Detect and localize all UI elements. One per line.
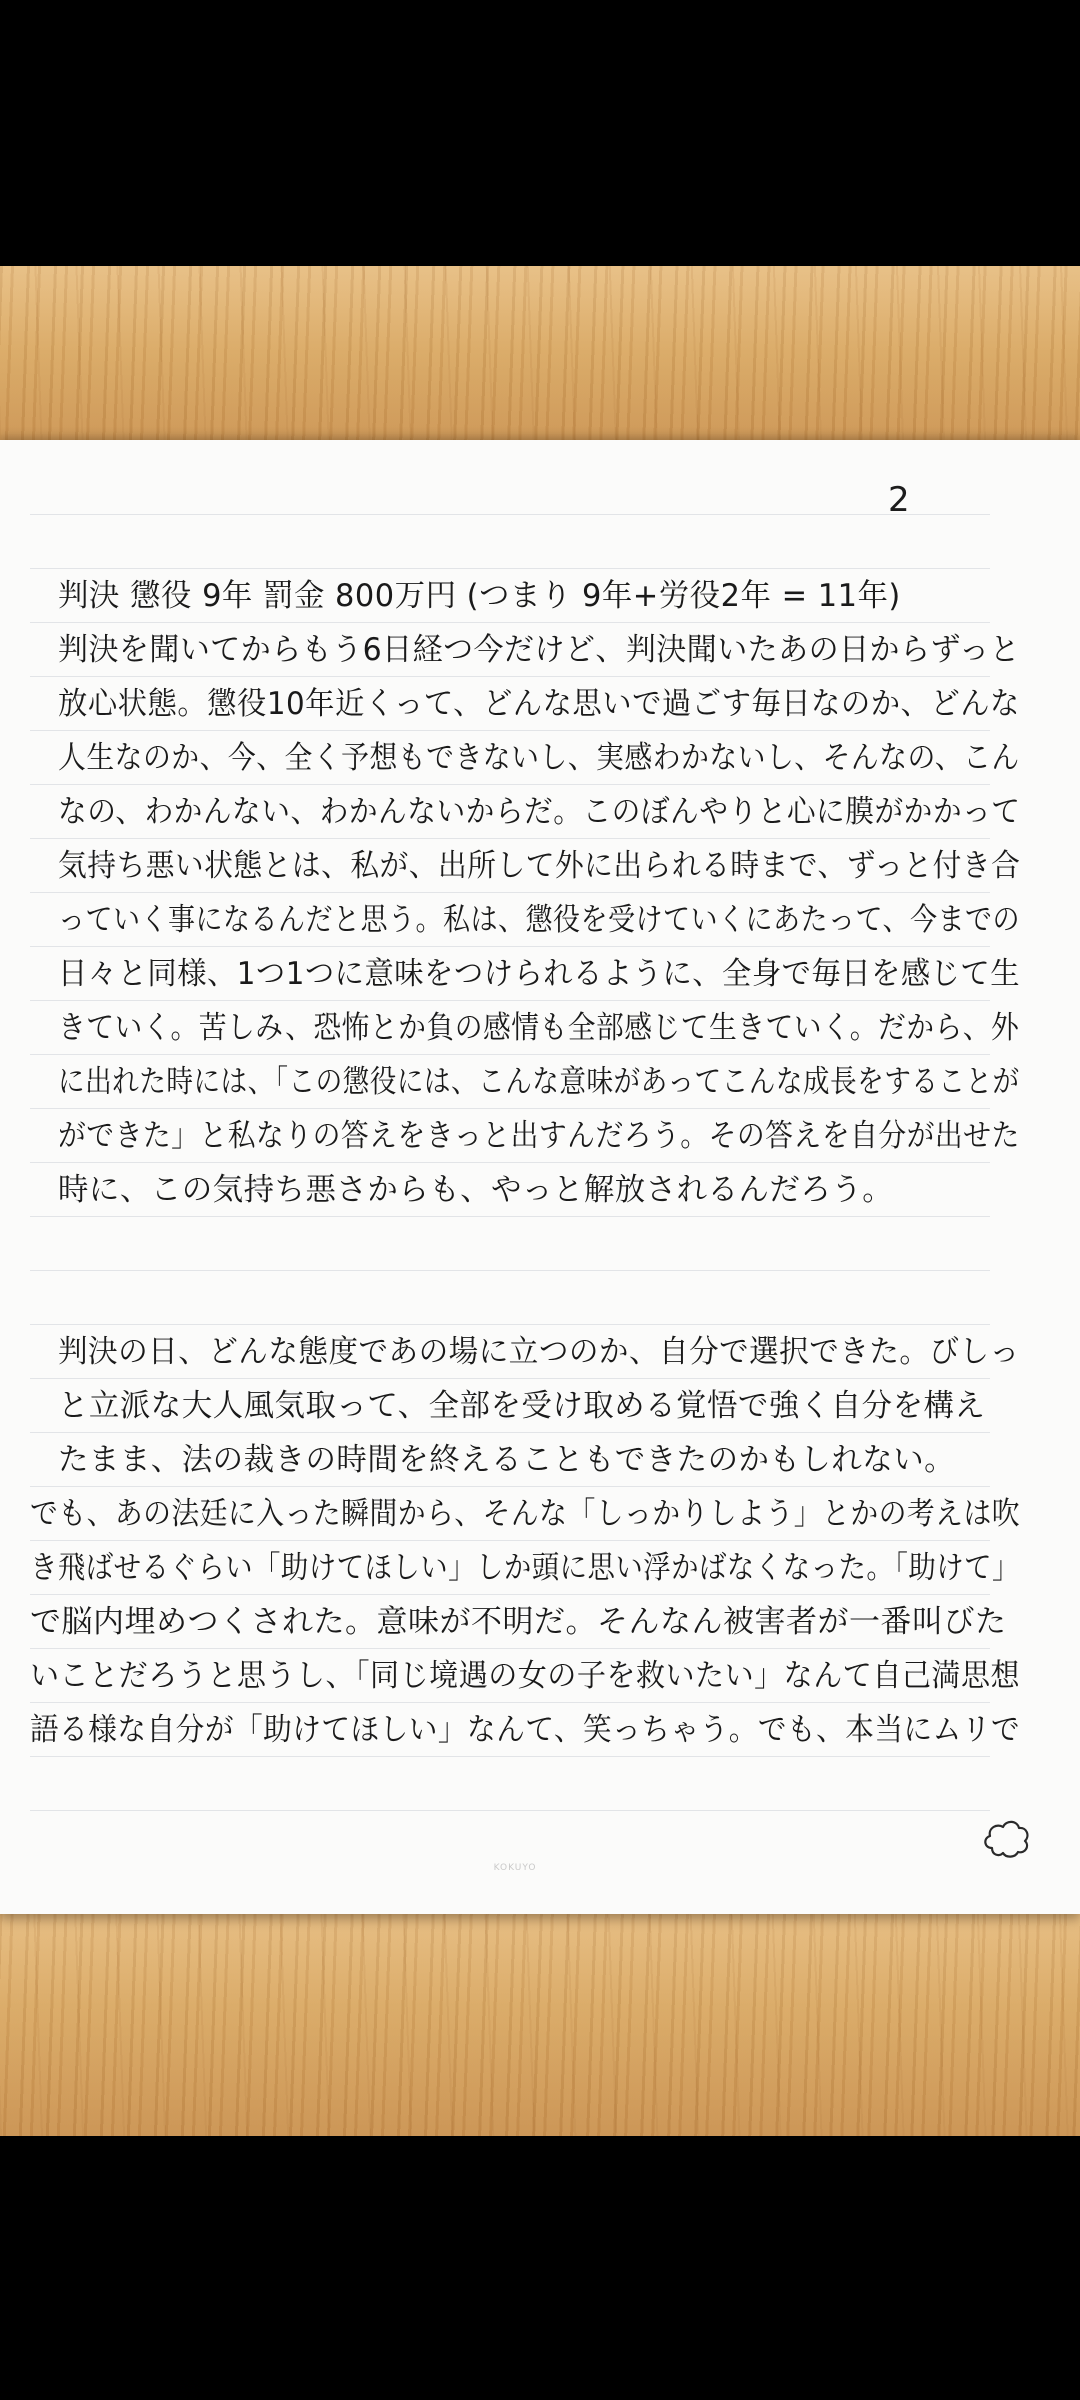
- text-line: 人生なのか、今、全く予想もできないし、実感わかないし、そんなの、こん: [58, 740, 1020, 776]
- ruled-line: [30, 1108, 990, 1109]
- ruled-line: [30, 1054, 990, 1055]
- ruled-line: [30, 892, 990, 893]
- ruled-line: [30, 784, 990, 785]
- ruled-line: [30, 838, 990, 839]
- text-line: と立派な大人風気取って、全部を受け取める覚悟で強く自分を構え: [58, 1388, 986, 1424]
- text-line: 放心状態。懲役10年近くって、どんな思いで過ごす毎日なのか、どんな: [58, 686, 1020, 722]
- ruled-line: [30, 1756, 990, 1757]
- text-line: 気持ち悪い状態とは、私が、出所して外に出られる時まで、ずっと付き合: [58, 848, 1021, 884]
- ruled-line: [30, 1540, 990, 1541]
- ruled-line: [30, 1000, 990, 1001]
- ruled-line: [30, 1270, 990, 1271]
- ruled-line: [30, 946, 990, 947]
- ruled-line: [30, 568, 990, 569]
- text-line: で脳内埋めつくされた。意味が不明だ。そんなん被害者が一番叫びた: [30, 1604, 1007, 1640]
- ruled-line: [30, 1810, 990, 1811]
- text-line: たまま、法の裁きの時間を終えることもできたのかもしれない。: [58, 1442, 956, 1478]
- text-line: 判決を聞いてからもう6日経つ今だけど、判決聞いたあの日からずっと: [58, 632, 1021, 668]
- wooden-table-top: [0, 266, 1080, 456]
- ruled-line: [30, 730, 990, 731]
- ruled-line: [30, 1378, 990, 1379]
- notebook-page: [0, 440, 1080, 1914]
- text-line: いことだろうと思うし、「同じ境遇の女の子を救いたい」なんて自己満思想: [30, 1658, 1021, 1694]
- ruled-line: [30, 622, 990, 623]
- text-line: 語る様な自分が「助けてほしい」なんて、笑っちゃう。でも、本当にムリで: [30, 1712, 1021, 1748]
- text-line: でも、あの法廷に入った瞬間から、そんな「しっかりしよう」とかの考えは吹: [30, 1496, 1021, 1532]
- ruled-line: [30, 1432, 990, 1433]
- page-number: 2: [888, 480, 911, 520]
- cloud-doodle-icon: [980, 1814, 1032, 1862]
- ruled-line: [30, 514, 990, 515]
- notebook-brand: KOKUYO: [493, 1863, 537, 1873]
- text-line: き飛ばせるぐらい「助けてほしい」しか頭に思い浮かばなくなった。「助けて」: [30, 1550, 1020, 1586]
- notebook-photo: [0, 266, 1080, 2136]
- ruled-line: [30, 1702, 990, 1703]
- ruled-line: [30, 1486, 990, 1487]
- text-line: 判決の日、どんな態度であの場に立つのか、自分で選択できた。びしっ: [58, 1334, 1020, 1370]
- text-line: ができた」と私なりの答えをきっと出すんだろう。その答えを自分が出せた: [58, 1118, 1020, 1154]
- text-line: っていく事になるんだと思う。私は、懲役を受けていくにあたって、今までの: [58, 902, 1020, 938]
- ruled-line: [30, 1594, 990, 1595]
- text-line: 時に、この気持ち悪さからも、やっと解放されるんだろう。: [58, 1172, 894, 1208]
- ruled-line: [30, 676, 990, 677]
- text-line: なの、わかんない、わかんないからだ。このぼんやりと心に膜がかかって: [58, 794, 1021, 830]
- wooden-table-bottom: [0, 1900, 1080, 2136]
- text-line: きていく。苦しみ、恐怖とか負の感情も全部感じて生きていく。だから、外: [58, 1010, 1020, 1046]
- text-line: 判決 懲役 9年 罰金 800万円 (つまり 9年+労役2年 = 11年): [58, 578, 901, 614]
- text-line: 日々と同様、1つ1つに意味をつけられるように、全身で毎日を感じて生: [58, 956, 1021, 992]
- ruled-line: [30, 1216, 990, 1217]
- ruled-line: [30, 1648, 990, 1649]
- ruled-line: [30, 1162, 990, 1163]
- text-line: に出れた時には、「この懲役には、こんな意味があってこんな成長をすることが: [58, 1064, 1020, 1100]
- ruled-line: [30, 1324, 990, 1325]
